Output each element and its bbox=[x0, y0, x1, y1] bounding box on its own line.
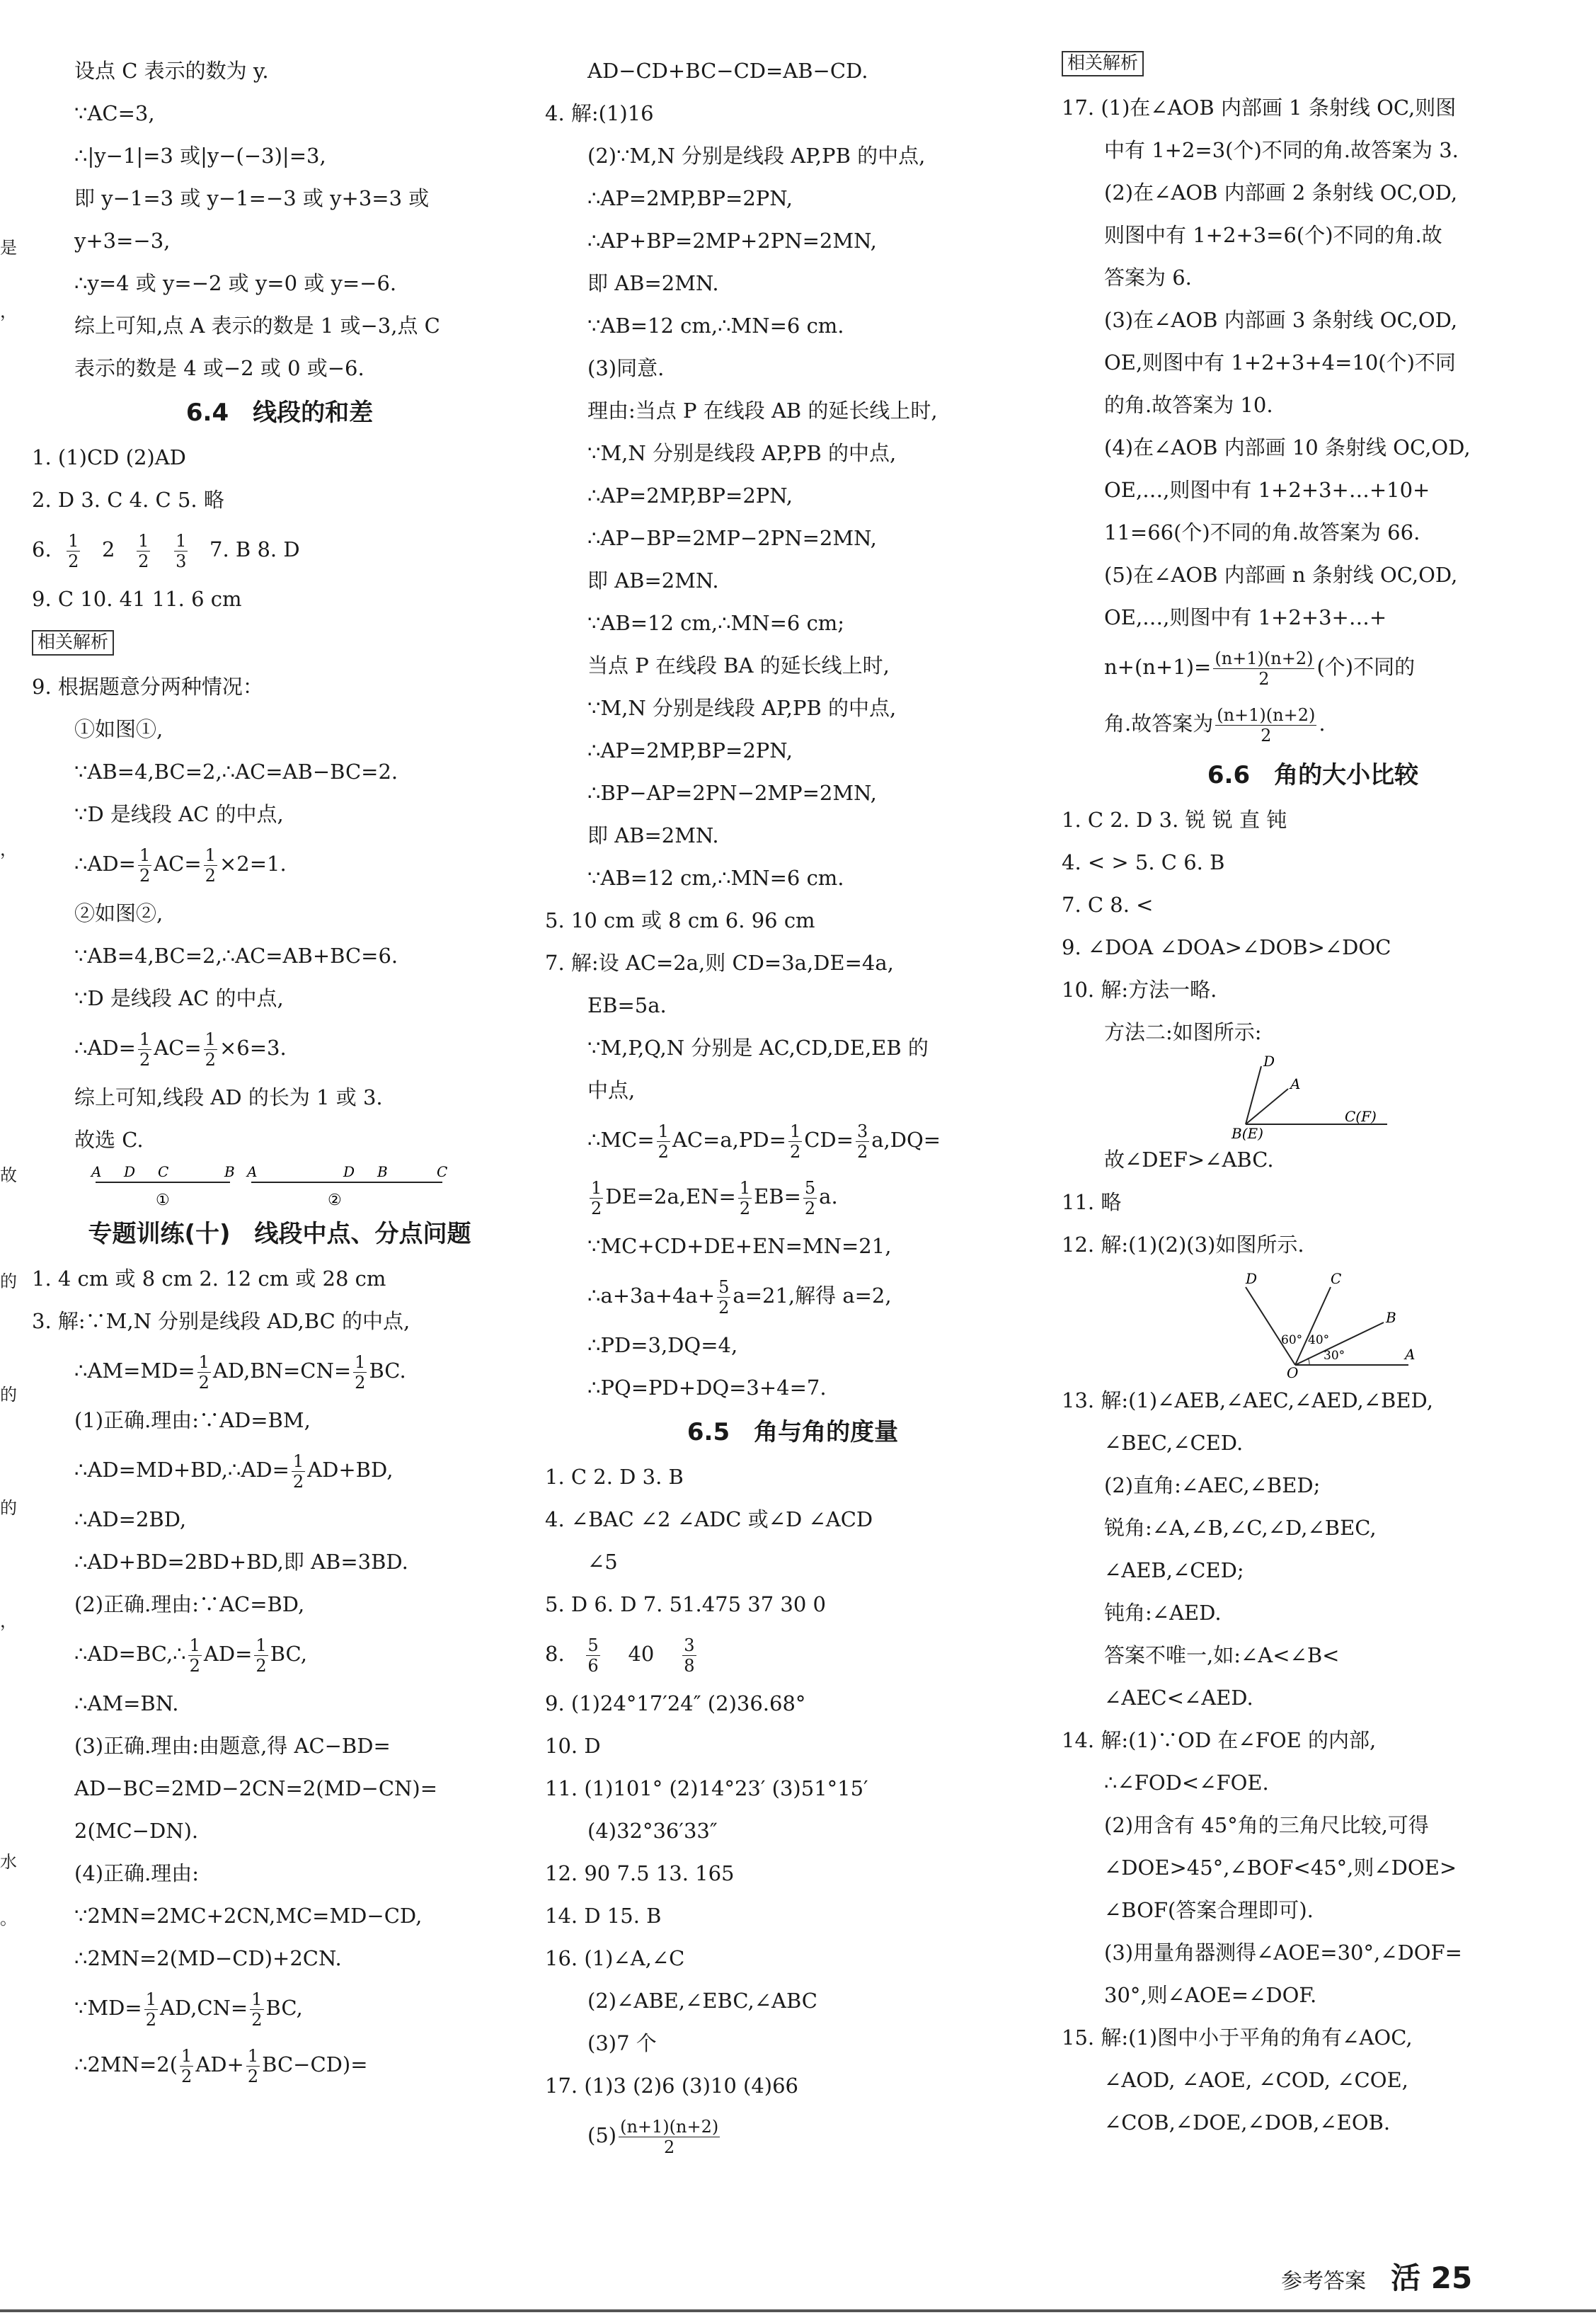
text-line: ∴AP=2MP,BP=2PN, bbox=[587, 186, 793, 210]
point-label: B bbox=[224, 1163, 235, 1180]
fraction: $\frac{1}{2}$ bbox=[68, 530, 79, 571]
text-line: 钝角:∠AED. bbox=[1104, 1601, 1222, 1625]
text-line: 13. 解:(1)∠AEB,∠AEC,∠AED,∠BED, bbox=[1062, 1388, 1433, 1412]
text-line: 锐角:∠A,∠B,∠C,∠D,∠BEC, bbox=[1104, 1516, 1377, 1540]
section-title-6-4: 6.4 线段的和差 bbox=[185, 399, 374, 427]
answer-line: 10. D bbox=[545, 1734, 601, 1758]
text-line: (3)用量角器测得∠AOE=30°,∠DOF= bbox=[1104, 1941, 1462, 1965]
answer-line: 5. D 6. D 7. 51.475 37 30 0 bbox=[545, 1592, 826, 1616]
text-line: ∵D 是线段 AC 的中点, bbox=[74, 986, 284, 1010]
text-line: 理由:当点 P 在线段 AB 的延长线上时, bbox=[587, 399, 938, 423]
section-title-6-5: 6.5 角与角的度量 bbox=[687, 1418, 899, 1446]
section-title-6-6: 6.6 角的大小比较 bbox=[1207, 761, 1419, 789]
equation-line: ∴2MN=2( $\frac{1}{2}$ AD+ $\frac{1}{2}$ BC−CD)= bbox=[74, 2045, 368, 2086]
angle-label: 60° bbox=[1281, 1333, 1303, 1347]
text-line: 即 AB=2MN. bbox=[587, 271, 719, 295]
text-line: 14. 解:(1)∵OD 在∠FOE 的内部, bbox=[1062, 1728, 1377, 1752]
point-label: A bbox=[247, 1163, 258, 1180]
text-line: ∵2MN=2MC+2CN,MC=MD−CD, bbox=[74, 1904, 423, 1928]
edge-char: 的 bbox=[0, 1385, 17, 1405]
text-line: OE,…,则图中有 1+2+3+…+10+ bbox=[1104, 478, 1430, 502]
answer-line: 4. < > 5. C 6. B bbox=[1062, 850, 1225, 874]
page-footer bbox=[1281, 2255, 1472, 2297]
text-line: ②如图②, bbox=[74, 901, 163, 925]
point-label: A bbox=[1405, 1346, 1416, 1363]
text-line: AD−CD+BC−CD=AB−CD. bbox=[587, 59, 868, 83]
answer-line: ∠5 bbox=[587, 1550, 618, 1574]
text-line: ∵D 是线段 AC 的中点, bbox=[74, 802, 284, 826]
answer-line: 2. D 3. C 4. C 5. 略 bbox=[32, 488, 224, 512]
text-line: ∵AB=12 cm,∴MN=6 cm. bbox=[587, 866, 844, 890]
answer-line: 16. (1)∠A,∠C bbox=[545, 1946, 685, 1970]
answer-line: 11. (1)101° (2)14°23′ (3)51°15′ bbox=[545, 1776, 868, 1800]
edge-char: ， bbox=[0, 302, 17, 321]
text-line: (3)正确.理由:由题意,得 AC−BD= bbox=[74, 1734, 391, 1758]
text-line: 12. 解:(1)(2)(3)如图所示. bbox=[1062, 1233, 1304, 1257]
text-line: 中点, bbox=[587, 1078, 636, 1102]
text-line: ∴PD=3,DQ=4, bbox=[587, 1333, 738, 1357]
text-line: ∵AB=12 cm,∴MN=6 cm. bbox=[587, 314, 844, 338]
answer-line: 9. C 10. 41 11. 6 cm bbox=[32, 587, 242, 611]
text-line: ∠AEC<∠AED. bbox=[1104, 1686, 1253, 1710]
text-line: (3)同意. bbox=[587, 356, 665, 380]
q-num: 6. bbox=[32, 537, 52, 561]
text-line: 答案不唯一,如:∠A<∠B< bbox=[1104, 1643, 1340, 1667]
text-line: 即 y−1=3 或 y−1=−3 或 y+3=3 或 bbox=[74, 186, 430, 210]
column-middle bbox=[545, 50, 1040, 2164]
answer-line: 4. ∠BAC ∠2 ∠ADC 或∠D ∠ACD bbox=[545, 1507, 873, 1531]
point-label: D bbox=[1263, 1053, 1275, 1070]
text-line: ∴AM=BN. bbox=[74, 1691, 179, 1715]
text-line: 15. 解:(1)图中小于平角的角有∠AOC, bbox=[1062, 2025, 1413, 2050]
text-line: ①如图①, bbox=[74, 717, 163, 741]
text-line: ∴AP+BP=2MP+2PN=2MN, bbox=[587, 229, 877, 253]
equation-line: ∴AD=MD+BD,∴AD= $\frac{1}{2}$ AD+BD, bbox=[74, 1451, 394, 1492]
segment-figures bbox=[91, 1161, 549, 1211]
answer-line: (2)∠ABE,∠EBC,∠ABC bbox=[587, 1989, 817, 2013]
point-label: B(E) bbox=[1232, 1125, 1263, 1142]
text-line: 11=66(个)不同的角.故答案为 66. bbox=[1104, 520, 1420, 544]
angle-figure-q10 bbox=[1224, 1053, 1408, 1142]
text-line: (2)在∠AOB 内部画 2 条射线 OC,OD, bbox=[1104, 181, 1458, 205]
text-line: ∴AP−BP=2MP−2PN=2MN, bbox=[587, 526, 877, 550]
text-line: 即 AB=2MN. bbox=[587, 568, 719, 593]
edge-char: 水 bbox=[0, 1852, 17, 1872]
answer-line: 9. ∠DOA ∠DOA>∠DOB>∠DOC bbox=[1062, 935, 1391, 959]
text-line: ∴AP=2MP,BP=2PN, bbox=[587, 484, 793, 508]
text-line: 3. 解:∵M,N 分别是线段 AD,BC 的中点, bbox=[32, 1309, 411, 1333]
point-label: D bbox=[343, 1163, 355, 1180]
text-line: ∠BEC,∠CED. bbox=[1104, 1431, 1244, 1455]
footer-label: 参考答案 bbox=[1281, 2269, 1366, 2294]
equation-line: ∴AD=BC,∴ $\frac{1}{2}$ AD= $\frac{1}{2}$ BC, bbox=[74, 1635, 307, 1676]
text-line: ∵M,N 分别是线段 AP,PB 的中点, bbox=[587, 441, 897, 465]
answer-line: 5. 10 cm 或 8 cm 6. 96 cm bbox=[545, 908, 815, 932]
edge-char: ， bbox=[0, 840, 17, 859]
text-line: (4)在∠AOB 内部画 10 条射线 OC,OD, bbox=[1104, 435, 1471, 459]
text-line: 答案为 6. bbox=[1104, 265, 1192, 290]
text-line: 9. 根据题意分两种情况： bbox=[32, 675, 263, 699]
text-line: ∴BP−AP=2PN−2MP=2MN, bbox=[587, 781, 877, 805]
text-line: 7. 解:设 AC=2a,则 CD=3a,DE=4a, bbox=[545, 951, 894, 975]
text-line: ∵AB=12 cm,∴MN=6 cm; bbox=[587, 611, 845, 635]
figure-label: ① bbox=[156, 1192, 170, 1209]
equation-line: n+(n+1)= $\frac{(n+1)(n+2)}{2}$ (个)不同的 bbox=[1104, 648, 1416, 689]
answer-line: 9. (1)24°17′24″ (2)36.68° bbox=[545, 1691, 806, 1715]
edge-char: 故 bbox=[0, 1165, 17, 1185]
text-line: EB=5a. bbox=[587, 993, 667, 1017]
answer-line: 方法二:如图所示: bbox=[1104, 1020, 1262, 1044]
section-title-special: 专题训练(十) 线段中点、分点问题 bbox=[88, 1220, 471, 1248]
text-line: ∠AEB,∠CED; bbox=[1104, 1558, 1244, 1582]
text-line: AD−BC=2MD−2CN=2(MD−CN)= bbox=[74, 1776, 438, 1800]
text-line: 4. 解:(1)16 bbox=[545, 101, 654, 125]
answer-line: 11. 略 bbox=[1062, 1190, 1122, 1214]
text-line: 综上可知,线段 AD 的长为 1 或 3. bbox=[74, 1085, 383, 1109]
text-line: 设点 C 表示的数为 y. bbox=[74, 59, 269, 83]
column-left bbox=[32, 50, 527, 2093]
text-line: ∠AOD, ∠AOE, ∠COD, ∠COE, bbox=[1104, 2068, 1408, 2092]
bottom-rule bbox=[0, 2309, 1596, 2312]
text-line: ∠COB,∠DOE,∠DOB,∠EOB. bbox=[1104, 2110, 1391, 2135]
text-line: ∴y=4 或 y=−2 或 y=0 或 y=−6. bbox=[74, 271, 397, 295]
text-line: y+3=−3, bbox=[74, 229, 171, 253]
text-line: 2(MC−DN). bbox=[74, 1819, 199, 1843]
column-right bbox=[1062, 50, 1564, 2144]
figure-1 bbox=[90, 1163, 235, 1209]
answer-line: 1. C 2. D 3. B bbox=[545, 1465, 684, 1489]
figure-label: ② bbox=[328, 1192, 342, 1209]
edge-char: 的 bbox=[0, 1272, 17, 1291]
text-line: ∴AP=2MP,BP=2PN, bbox=[587, 738, 793, 762]
point-label: D bbox=[124, 1163, 136, 1180]
text-line: ∵MC+CD+DE+EN=MN=21, bbox=[587, 1234, 892, 1258]
answer-line: (4)32°36′33″ bbox=[587, 1819, 718, 1843]
fraction: $\frac{1}{2}$ bbox=[138, 530, 149, 571]
answer-line: (3)7 个 bbox=[587, 2031, 657, 2055]
equation-line: $\frac{1}{2}$ DE=2a,EN= $\frac{1}{2}$ EB= $\frac{5}{2}$ a. bbox=[591, 1177, 838, 1218]
answer-line: 14. D 15. B bbox=[545, 1904, 662, 1928]
angle-figure-q12 bbox=[1224, 1266, 1423, 1379]
text-line: 中有 1+2=3(个)不同的角.故答案为 3. bbox=[1104, 138, 1459, 162]
text-line: 30°,则∠AOE=∠DOF. bbox=[1104, 1983, 1317, 2007]
answer-line: 1. (1)CD (2)AD bbox=[32, 445, 186, 469]
edge-char: ， bbox=[0, 1611, 17, 1631]
text-line: ∴∠FOD<∠FOE. bbox=[1104, 1771, 1269, 1795]
text-line: (5)在∠AOB 内部画 n 条射线 OC,OD, bbox=[1104, 563, 1458, 587]
text-line: ∴AD+BD=2BD+BD,即 AB=3BD. bbox=[74, 1550, 408, 1574]
angle-label: 30° bbox=[1324, 1349, 1345, 1363]
text-line: 故选 C. bbox=[74, 1128, 144, 1152]
point-label: O bbox=[1287, 1364, 1299, 1381]
text-line: OE,…,则图中有 1+2+3+…+ bbox=[1104, 605, 1387, 629]
text-line: ∠BOF(答案合理即可). bbox=[1104, 1898, 1314, 1922]
answer-line: 17. (1)3 (2)6 (3)10 (4)66 bbox=[545, 2074, 799, 2098]
text-line: ∴AD=2BD, bbox=[74, 1507, 187, 1531]
equation-line: (5) $\frac{(n+1)(n+2)}{2}$ bbox=[587, 2116, 719, 2157]
text-line: (4)正确.理由: bbox=[74, 1861, 200, 1885]
fraction: $\frac{1}{3}$ bbox=[176, 530, 187, 571]
text-line: ∵AB=4,BC=2,∴AC=AB+BC=6. bbox=[74, 944, 398, 968]
text-line: 17. (1)在∠AOB 内部画 1 条射线 OC,则图 bbox=[1062, 96, 1457, 120]
text-line: ∵M,N 分别是线段 AP,PB 的中点, bbox=[587, 696, 897, 720]
point-label: C bbox=[1331, 1270, 1342, 1287]
text-line: ∵AB=4,BC=2,∴AC=AB−BC=2. bbox=[74, 760, 398, 784]
point-label: A bbox=[1290, 1075, 1301, 1092]
text-line: 当点 P 在线段 BA 的延长线上时, bbox=[587, 653, 890, 678]
edge-char: 的 bbox=[0, 1498, 17, 1518]
equation-line: 角.故答案为 $\frac{(n+1)(n+2)}{2}$ . bbox=[1104, 704, 1326, 745]
answer-line: 7. C 8. < bbox=[1062, 893, 1154, 917]
related-analysis-tag: 相关解析 bbox=[1062, 51, 1144, 76]
point-label: B bbox=[1386, 1309, 1396, 1326]
text-line: (2)直角:∠AEC,∠BED; bbox=[1104, 1473, 1321, 1497]
text-line: ∠DOE>45°,∠BOF<45°,则∠DOE> bbox=[1104, 1856, 1457, 1880]
text-line: OE,则图中有 1+2+3+4=10(个)不同 bbox=[1104, 350, 1456, 375]
edge-char: 是 bbox=[0, 238, 17, 258]
equation-line: ∴MC= $\frac{1}{2}$ AC=a,PD= $\frac{1}{2}$ CD= $\frac{3}{2}$ a,DQ= bbox=[587, 1121, 941, 1162]
equation-line: ∵MD= $\frac{1}{2}$ AD,CN= $\frac{1}{2}$ BC, bbox=[74, 1989, 303, 2030]
answer-line: 10. 解:方法一略. bbox=[1062, 978, 1217, 1002]
text-line: (2)用含有 45°角的三角尺比较,可得 bbox=[1104, 1813, 1429, 1837]
figure-2 bbox=[246, 1163, 447, 1209]
page-number: 活 25 bbox=[1391, 2261, 1473, 2295]
text-line: (3)在∠AOB 内部画 3 条射线 OC,OD, bbox=[1104, 308, 1458, 332]
text-line: 表示的数是 4 或−2 或 0 或−6. bbox=[74, 356, 364, 380]
text-line: ∴PQ=PD+DQ=3+4=7. bbox=[587, 1376, 827, 1400]
answer-line: 12. 90 7.5 13. 165 bbox=[545, 1861, 735, 1885]
text-line: ∴2MN=2(MD−CD)+2CN. bbox=[74, 1946, 342, 1970]
point-label: A bbox=[91, 1163, 102, 1180]
text-line: (2)正确.理由:∵AC=BD, bbox=[74, 1592, 305, 1616]
equation-line: ∴AD= $\frac{1}{2}$ AC= $\frac{1}{2}$ ×2=1. bbox=[74, 845, 287, 886]
text-line: ∵AC=3, bbox=[74, 101, 155, 125]
angle-label: 40° bbox=[1308, 1333, 1330, 1347]
text-line: 即 AB=2MN. bbox=[587, 823, 719, 847]
text-line: 综上可知,点 A 表示的数是 1 或−3,点 C bbox=[74, 314, 440, 338]
point-label: D bbox=[1246, 1270, 1258, 1287]
text-line: (2)∵M,N 分别是线段 AP,PB 的中点, bbox=[587, 144, 926, 168]
point-label: B bbox=[377, 1163, 388, 1180]
related-analysis-tag: 相关解析 bbox=[32, 630, 114, 656]
point-label: C bbox=[158, 1163, 169, 1180]
edge-char: 。 bbox=[0, 1909, 17, 1928]
text-line: 故∠DEF>∠ABC. bbox=[1104, 1148, 1274, 1172]
answer-line: 1. 4 cm 或 8 cm 2. 12 cm 或 28 cm bbox=[32, 1267, 386, 1291]
point-label: C(F) bbox=[1345, 1108, 1377, 1125]
equation-line: ∴AM=MD= $\frac{1}{2}$ AD,BN=CN= $\frac{1}{2}$ BC. bbox=[74, 1352, 406, 1393]
text-line: ∵M,P,Q,N 分别是 AC,CD,DE,EB 的 bbox=[587, 1036, 929, 1060]
answer-line-fractions: 6. $\frac{1}{2}$ 2 $\frac{1}{2}$ $\frac{1}{3}$ 7. B 8. D bbox=[32, 530, 300, 571]
point-label: C bbox=[437, 1163, 448, 1180]
equation-line: ∴AD= $\frac{1}{2}$ AC= $\frac{1}{2}$ ×6=3. bbox=[74, 1029, 287, 1070]
answer-line: 1. C 2. D 3. 锐 锐 直 钝 bbox=[1062, 808, 1287, 832]
text-line: 则图中有 1+2+3=6(个)不同的角.故 bbox=[1104, 223, 1442, 247]
text-line: ∴|y−1|=3 或|y−(−3)|=3, bbox=[74, 144, 326, 168]
equation-line: ∴a+3a+4a+ $\frac{5}{2}$ a=21,解得 a=2, bbox=[587, 1276, 892, 1318]
text-line: (1)正确.理由:∵AD=BM, bbox=[74, 1408, 311, 1432]
answer-line-fractions: 8. $\frac{5}{6}$ 40 $\frac{3}{8}$ bbox=[545, 1635, 695, 1676]
text-line: 的角.故答案为 10. bbox=[1104, 393, 1273, 417]
